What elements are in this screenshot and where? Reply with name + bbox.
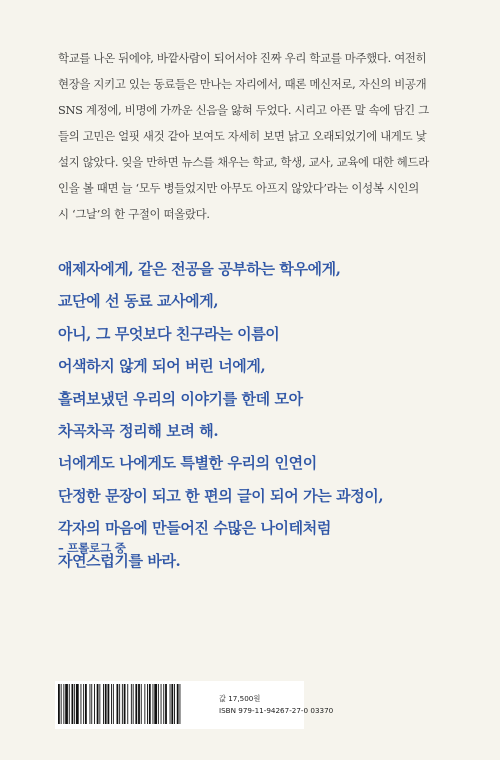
barcode-bar [63, 684, 64, 724]
barcode-image [58, 684, 214, 724]
barcode-bar [74, 684, 75, 724]
barcode-bar [83, 684, 84, 724]
intro-line: 시 ‘그날’의 한 구절이 떠올랐다. [58, 207, 210, 221]
intro-paragraph [58, 45, 462, 227]
quote-line: 애제자에게, 같은 전공을 공부하는 학우에게, [58, 260, 341, 278]
barcode-bar [105, 684, 107, 724]
barcode-bar [174, 684, 175, 724]
barcode-bar [141, 684, 142, 724]
barcode-bar [177, 684, 179, 724]
barcode-bar [69, 684, 70, 724]
barcode-bar [119, 684, 120, 724]
barcode-bar [94, 684, 95, 724]
barcode-bar [81, 684, 82, 724]
barcode-bar [171, 684, 173, 724]
intro-line: 현장을 지키고 있는 동료들은 만나는 자리에서, 때론 메신저로, 자신의 비공개 [58, 77, 427, 91]
barcode-label [55, 681, 334, 729]
intro-line: 들의 고민은 얼핏 새것 같아 보여도 자세히 보면 낡고 오래되었기에 내게도 낯 [58, 129, 427, 143]
barcode-bar [117, 684, 119, 724]
quote-line: 교단에 선 동료 교사에게, [58, 292, 219, 311]
barcode-info [219, 693, 333, 717]
barcode-bar [65, 684, 68, 724]
barcode-bar [124, 684, 126, 724]
barcode-bar [103, 684, 104, 724]
barcode-bar [138, 684, 140, 724]
barcode-bar [153, 684, 154, 724]
quote-line: 각자의 마음에 만들어진 수많은 나이테처럼 [58, 519, 331, 538]
barcode-bar [135, 684, 137, 724]
quote-line: 어색하지 않게 되어 버린 너에게, [58, 357, 266, 376]
barcode-bar [111, 684, 112, 724]
intro-line: 인을 볼 때면 늘 ‘모두 병들었지만 아무도 아프지 않았다’라는 이성복 시인의 [58, 181, 419, 195]
barcode-bar [97, 684, 99, 724]
barcode-bar [61, 684, 62, 724]
quote-source: – 프롤로그 중 [58, 541, 126, 555]
barcode-bar [180, 684, 181, 724]
quote-line: 아니, 그 무엇보다 친구라는 이름이 [58, 324, 280, 343]
prologue-quote [58, 253, 383, 577]
quote-line: 차곡차곡 정리해 보려 해. [58, 421, 219, 440]
intro-line: SNS 계정에, 비명에 가까운 신음을 앓혀 두었다. 시리고 아픈 말 속에 담긴 그 [58, 103, 429, 117]
barcode-bar [163, 684, 164, 724]
barcode-bar [149, 684, 151, 724]
barcode-bar [76, 684, 79, 724]
quote-line: 흘려보냈던 우리의 이야기를 한데 모아 [58, 389, 303, 408]
barcode-bar [170, 684, 171, 724]
intro-line: 설지 않았다. 잊을 만하면 뉴스를 채우는 학교, 학생, 교사, 교육에 대한 헤드라 [58, 155, 429, 169]
barcode-bar [144, 684, 145, 724]
quote-line: 너에게도 나에게도 특별한 우리의 인연이 [58, 454, 317, 473]
barcode-bar [58, 684, 60, 724]
intro-line: 학교를 나온 뒤에야, 바깥사람이 되어서야 진짜 우리 학교를 마주했다. 여전히 [58, 51, 427, 65]
barcode-bar [158, 684, 159, 724]
barcode-bar [99, 684, 100, 724]
barcode-bar [90, 684, 91, 724]
barcode-bar [113, 684, 114, 724]
quote-line: 자연스럽기를 바라. [58, 551, 181, 570]
quote-line: 단정한 문장이 되고 한 편의 글이 되어 가는 과정이, [58, 486, 384, 505]
barcode-bar [161, 684, 162, 724]
barcode-bar [154, 684, 157, 724]
barcode-bar [122, 684, 123, 724]
barcode-bar [133, 684, 134, 724]
barcode-bar [127, 684, 128, 724]
barcode-bar [85, 684, 87, 724]
barcode-bar [147, 684, 148, 724]
isbn-text: ISBN 979-11-94267-27-0 03370 [219, 706, 334, 715]
barcode-bar [108, 684, 110, 724]
barcode-bar [91, 684, 92, 724]
barcode-bar [165, 684, 167, 724]
barcode-bar [131, 684, 132, 724]
price-text: 값 17,500원 [219, 694, 261, 703]
barcode-bar [72, 684, 74, 724]
